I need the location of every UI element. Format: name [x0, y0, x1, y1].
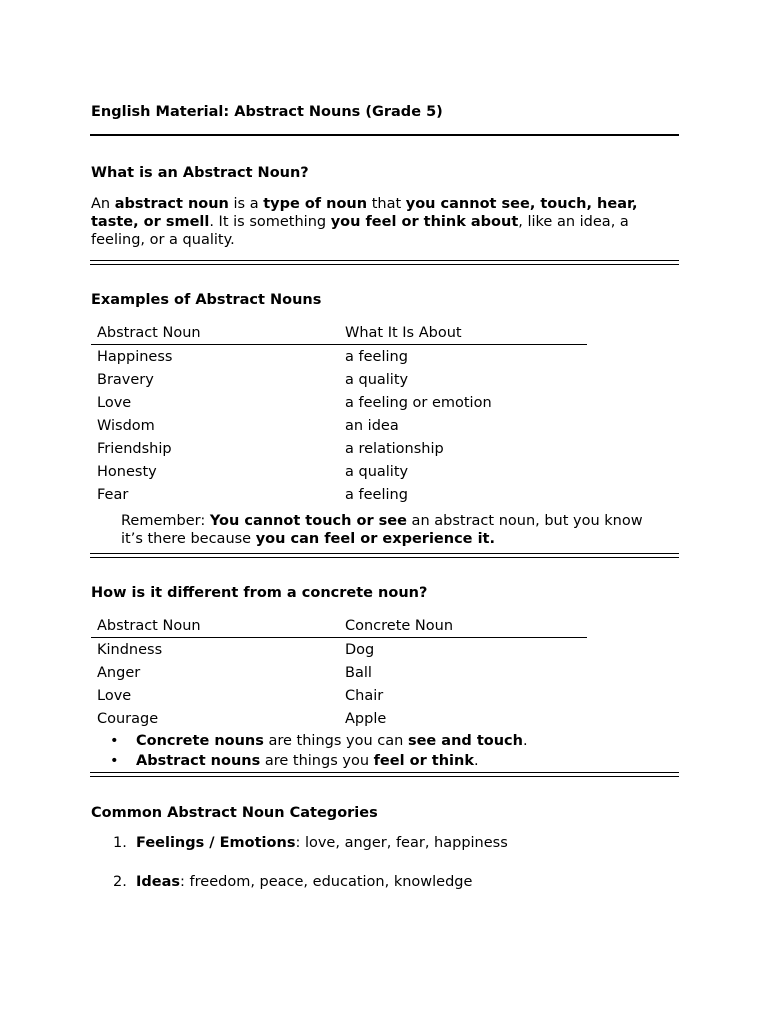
table-row: [91, 368, 587, 391]
categories-list: [110, 834, 508, 891]
section-divider: [90, 260, 679, 265]
list-number: 2.: [113, 874, 127, 890]
bold-run: Abstract nouns: [136, 753, 261, 769]
list-item: [110, 731, 528, 751]
table-row: [91, 483, 587, 506]
table-header-row: [91, 614, 587, 638]
definition-paragraph: [91, 195, 679, 249]
table-cell: Fear: [97, 486, 129, 503]
list-item: [110, 873, 508, 891]
bold-run: type of noun: [263, 196, 368, 212]
text-run: .: [473, 753, 479, 769]
examples-table: [91, 321, 587, 506]
column-header: Concrete Noun: [339, 614, 587, 638]
bold-run: Feelings / Emotions: [136, 835, 296, 851]
text-run: .: [522, 733, 528, 749]
bold-run: see and touch: [407, 733, 523, 749]
table-row: [91, 460, 587, 483]
column-header: What It Is About: [339, 321, 587, 345]
column-header: Abstract Noun: [91, 321, 339, 345]
text-run: : freedom, peace, education, knowledge: [180, 874, 473, 890]
table-cell: Honesty: [97, 463, 157, 480]
bold-run: you cannot see, touch, hear, taste, or smell: [91, 196, 638, 230]
table-cell: Love: [97, 687, 132, 704]
bold-run: Ideas: [136, 874, 181, 890]
table-cell: Wisdom: [97, 417, 155, 434]
table-cell: an idea: [345, 417, 399, 434]
text-run: An: [91, 196, 115, 212]
table-row: [91, 638, 587, 662]
table-cell: Kindness: [97, 641, 163, 658]
document-title: English Material: Abstract Nouns (Grade 5): [91, 104, 443, 120]
table-cell: Ball: [345, 664, 372, 681]
column-header: Abstract Noun: [91, 614, 339, 638]
table-cell: Friendship: [97, 440, 172, 457]
table-row: [91, 707, 587, 730]
table-cell: a feeling or emotion: [345, 394, 492, 411]
table-cell: a feeling: [345, 486, 408, 503]
table-cell: a quality: [345, 463, 409, 480]
table-cell: a feeling: [345, 348, 408, 365]
text-run: , like an idea, a feeling, or a quality.: [91, 214, 629, 248]
list-item: [110, 834, 508, 852]
bullet-icon: •: [110, 733, 119, 749]
bold-run: Concrete nouns: [136, 733, 264, 749]
table-cell: Happiness: [97, 348, 173, 365]
table-cell: Apple: [345, 710, 387, 727]
text-run: are things you can: [263, 733, 408, 749]
bold-run: feel or think: [373, 753, 474, 769]
table-cell: Dog: [345, 641, 375, 658]
section-heading-difference: How is it different from a concrete noun?: [91, 585, 428, 601]
section-divider: [90, 772, 679, 777]
section-heading-categories: Common Abstract Noun Categories: [91, 805, 378, 821]
section-heading-what-is: What is an Abstract Noun?: [91, 165, 309, 181]
table-cell: a relationship: [345, 440, 444, 457]
table-cell: Courage: [97, 710, 159, 727]
text-run: are things you: [260, 753, 374, 769]
table-row: [91, 391, 587, 414]
section-heading-examples: Examples of Abstract Nouns: [91, 292, 322, 308]
table-row: [91, 437, 587, 460]
table-cell: Bravery: [97, 371, 154, 388]
table-cell: Chair: [345, 687, 384, 704]
bold-run: you can feel or experience it.: [255, 531, 495, 547]
section-divider: [90, 553, 679, 558]
text-run: is a: [228, 196, 264, 212]
bold-run: abstract noun: [114, 196, 229, 212]
text-run: : love, anger, fear, happiness: [295, 835, 508, 851]
table-cell: a quality: [345, 371, 409, 388]
list-number: 1.: [113, 835, 127, 851]
text-run: . It is something: [209, 214, 331, 230]
comparison-table: [91, 614, 587, 730]
table-header-row: [91, 321, 587, 345]
comparison-bullets: [110, 731, 528, 771]
table-row: [91, 684, 587, 707]
bold-run: You cannot touch or see: [209, 513, 407, 529]
table-cell: Love: [97, 394, 132, 411]
table-row: [91, 414, 587, 437]
table-cell: Anger: [97, 664, 141, 681]
table-row: [91, 661, 587, 684]
remember-note: [121, 512, 661, 548]
table-row: [91, 345, 587, 369]
text-run: Remember:: [121, 513, 210, 529]
text-run: that: [367, 196, 406, 212]
text-run: an abstract noun, but you know it’s there because: [121, 513, 643, 547]
bold-run: you feel or think about: [330, 214, 519, 230]
bullet-icon: •: [110, 753, 119, 769]
list-item: [110, 751, 528, 771]
title-divider: [90, 134, 679, 136]
